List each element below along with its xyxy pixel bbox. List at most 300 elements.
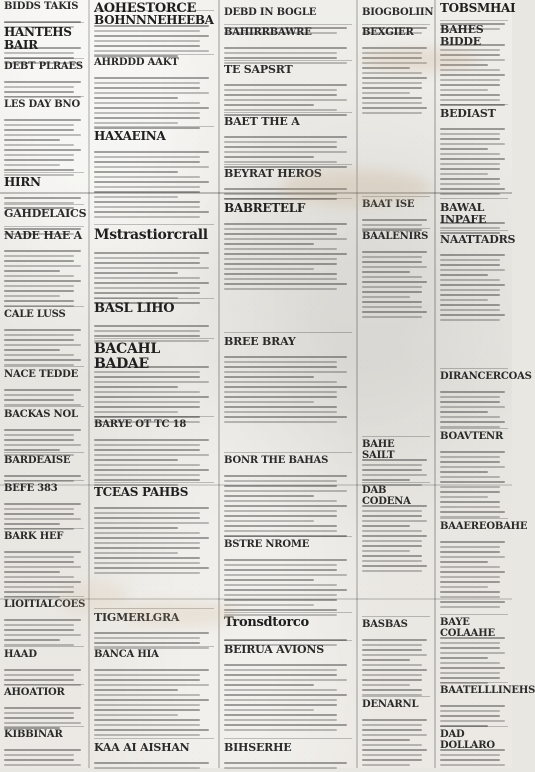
text-line [94, 151, 209, 153]
text-line [4, 270, 60, 272]
text-line [224, 273, 337, 275]
text-line [4, 349, 60, 351]
text-line [4, 556, 74, 558]
headline-block [4, 100, 84, 111]
column-rule [4, 646, 84, 647]
text-line [4, 334, 74, 336]
text-line [94, 537, 209, 539]
headline-text: NAATTADRS [440, 233, 516, 246]
column-rule [224, 164, 352, 165]
text-line [4, 154, 74, 156]
text-line [362, 515, 422, 517]
text-line [224, 594, 337, 596]
text-line [94, 262, 200, 264]
text-line [94, 366, 209, 368]
text-line [94, 282, 209, 284]
text-line [224, 569, 337, 571]
text-line [94, 532, 200, 534]
text-line [224, 52, 337, 54]
headline-text: BIOGBOLIIN [362, 7, 434, 18]
text-line [224, 495, 314, 497]
text-line [362, 664, 422, 666]
text-line [440, 264, 500, 266]
article-body [4, 704, 84, 732]
column-rule [440, 368, 508, 369]
headline-text: BACKAS NOL [4, 409, 78, 420]
headline-block [4, 456, 84, 467]
text-line [94, 196, 178, 198]
column-rule [4, 406, 84, 407]
text-line [94, 694, 200, 696]
column-rule [4, 528, 84, 529]
text-line [4, 566, 81, 568]
text-line [94, 669, 209, 671]
article-body [440, 125, 508, 198]
text-line [94, 507, 209, 509]
text-line [440, 476, 500, 478]
text-line [224, 84, 347, 86]
text-line [440, 99, 500, 101]
text-line [362, 474, 427, 476]
text-line [440, 49, 500, 51]
text-line [4, 749, 81, 751]
text-line [362, 520, 427, 522]
text-line [440, 59, 505, 61]
headline-text: BIDDS TAKIS [4, 1, 79, 12]
headline-text: HIRN [4, 175, 41, 189]
text-line [94, 479, 200, 481]
article-body [94, 666, 214, 739]
text-line [4, 255, 74, 257]
text-line [440, 421, 505, 423]
text-line [224, 233, 337, 235]
headline-block [4, 650, 84, 661]
headline-text: TIGMERLGRA [94, 611, 180, 624]
text-line [4, 624, 74, 626]
text-line [94, 112, 200, 114]
text-line [94, 724, 200, 726]
article-body [440, 388, 508, 431]
column-rule [4, 204, 84, 205]
text-line [440, 183, 500, 185]
text-line [4, 707, 81, 709]
text-line [440, 284, 505, 286]
text-line [224, 500, 337, 502]
text-line [94, 252, 209, 254]
text-line [440, 168, 500, 170]
headline-text: BAWAL INPAFE [440, 201, 487, 226]
headline-text: DEBD IN BOGLE [224, 7, 317, 18]
column-rule [440, 614, 508, 615]
column-rule [224, 612, 352, 613]
text-line [362, 754, 422, 756]
headline-block [4, 532, 84, 543]
text-line [224, 714, 337, 716]
text-line [4, 260, 74, 262]
text-line [94, 87, 200, 89]
text-line [4, 354, 74, 356]
column-rule [224, 112, 352, 113]
column-rule [440, 104, 508, 105]
text-line [94, 92, 209, 94]
text-line [440, 416, 500, 418]
text-line [94, 734, 200, 736]
article-body [362, 502, 430, 575]
text-line [362, 87, 422, 89]
headline-text: BANCA HIA [94, 649, 159, 660]
text-line [94, 689, 178, 691]
headline-text: DAB CODENA [362, 485, 411, 507]
text-line [440, 274, 488, 276]
text-line [94, 376, 200, 378]
headline-block [4, 176, 84, 189]
text-line [94, 699, 209, 701]
text-line [4, 339, 74, 341]
text-line [4, 300, 74, 302]
text-line [94, 191, 200, 193]
text-line [362, 224, 422, 226]
newspaper-column-2 [90, 0, 218, 768]
text-line [440, 304, 500, 306]
text-line [440, 309, 500, 311]
column-rule [362, 436, 430, 437]
text-line [440, 491, 500, 493]
text-line [4, 669, 81, 671]
text-line [440, 193, 500, 195]
text-line [224, 421, 337, 423]
text-line [94, 45, 200, 47]
text-line [94, 292, 200, 294]
text-line [440, 227, 500, 229]
headline-text: AHRDDD AAKT [94, 57, 179, 68]
text-line [224, 579, 314, 581]
column-rule [4, 226, 84, 227]
text-line [4, 475, 81, 477]
headline-block [94, 302, 214, 316]
column-rule [4, 96, 84, 97]
headline-text: BABRETELF [224, 201, 306, 215]
text-line [440, 391, 505, 393]
text-line [224, 530, 337, 532]
text-line [94, 567, 209, 569]
text-line [224, 719, 337, 721]
column-rule [440, 518, 508, 519]
text-line [94, 444, 200, 446]
text-line [440, 79, 500, 81]
text-line [4, 449, 60, 451]
text-line [224, 559, 347, 561]
headline-text: BEXGIER [362, 27, 414, 38]
text-line [4, 91, 74, 93]
headline-block [94, 58, 214, 69]
text-line [224, 146, 337, 148]
headline-block [224, 742, 352, 754]
text-line [362, 749, 427, 751]
headline-text: GAHDELAICS [4, 207, 87, 220]
headline-text: BEYRAT HEROS [224, 167, 322, 180]
text-line [94, 216, 200, 218]
article-body [4, 247, 84, 310]
text-line [224, 263, 337, 265]
article-body [224, 759, 352, 772]
headline-block [224, 540, 352, 551]
text-line [440, 456, 500, 458]
text-line [224, 104, 314, 106]
text-line [94, 277, 200, 279]
text-line [224, 109, 337, 111]
text-line [440, 138, 500, 140]
text-line [362, 674, 422, 676]
text-line [94, 287, 200, 289]
headline-text: DIRANCERCOAS [440, 371, 532, 382]
text-line [362, 251, 427, 253]
column-rule [362, 616, 430, 617]
headline-text: BAALENIRS [362, 231, 429, 242]
text-line [440, 601, 505, 603]
text-line [224, 604, 314, 606]
text-line [4, 717, 74, 719]
column-rule [4, 306, 84, 307]
text-line [224, 401, 314, 403]
column-rule [4, 726, 84, 727]
text-line [94, 406, 200, 408]
text-line [224, 480, 337, 482]
headline-text: BARK HEF [4, 531, 64, 542]
text-line [4, 124, 74, 126]
text-line [440, 764, 505, 766]
text-line [362, 47, 427, 49]
text-line [440, 89, 488, 91]
article-body [94, 74, 214, 132]
column-rule [4, 596, 84, 597]
text-line [440, 153, 500, 155]
text-line [362, 112, 422, 114]
text-line [4, 394, 74, 396]
text-line [224, 490, 347, 492]
text-line [224, 669, 337, 671]
column-rule [224, 24, 352, 25]
text-line [440, 576, 500, 578]
text-line [224, 584, 337, 586]
text-line [440, 259, 500, 261]
text-line [224, 238, 347, 240]
text-line [440, 163, 500, 165]
headline-text: LES DAY BNO [4, 99, 81, 110]
text-line [94, 381, 209, 383]
text-line [224, 664, 347, 666]
text-line [224, 283, 347, 285]
headline-block [440, 371, 532, 383]
column-rule [4, 22, 84, 23]
text-line [224, 258, 337, 260]
text-line [224, 361, 337, 363]
column-rule [4, 480, 84, 481]
headline-block [224, 64, 352, 76]
text-line [440, 571, 505, 573]
text-line [362, 649, 422, 651]
column-rule [224, 198, 352, 199]
text-line [4, 513, 74, 515]
text-line [362, 659, 410, 661]
text-line [440, 289, 500, 291]
text-line [440, 64, 488, 66]
column-rule [4, 366, 84, 367]
text-line [4, 591, 74, 593]
text-line [440, 486, 500, 488]
column-rule [440, 198, 508, 199]
text-line [4, 561, 74, 563]
headline-text: DEBT PLRAES [4, 61, 83, 72]
text-line [94, 642, 200, 644]
text-line [4, 169, 74, 171]
text-line [440, 133, 500, 135]
text-line [224, 525, 337, 527]
text-line [362, 256, 422, 258]
headline-text: BEIRUA AVIONS [224, 643, 324, 656]
text-line [94, 82, 200, 84]
text-line [440, 720, 505, 722]
text-line [224, 767, 337, 769]
text-line [4, 344, 81, 346]
column-rule [440, 230, 508, 231]
text-line [224, 510, 337, 512]
column-rule [440, 428, 508, 429]
text-line [4, 503, 81, 505]
article-body [94, 148, 214, 221]
text-line [440, 566, 500, 568]
text-line [94, 449, 200, 451]
text-line [362, 570, 422, 572]
column-rule [224, 60, 352, 61]
text-line [4, 634, 81, 636]
text-line [362, 540, 422, 542]
headline-text: HAAD [4, 649, 37, 660]
text-line [362, 759, 422, 761]
text-line [362, 102, 422, 104]
text-line [4, 518, 81, 520]
text-line [94, 679, 200, 681]
headline-text: NACE TEDDE [4, 369, 78, 380]
article-body [440, 538, 508, 611]
text-line [224, 574, 347, 576]
headline-text: BAET THE A [224, 115, 300, 128]
article-body [362, 716, 430, 769]
text-line [224, 248, 337, 250]
text-line [362, 266, 427, 268]
text-line [94, 719, 200, 721]
text-line [362, 97, 422, 99]
article-body [224, 556, 352, 619]
headline-block [362, 200, 430, 211]
article-body [4, 666, 84, 689]
text-line [94, 762, 209, 764]
headline-block [4, 600, 84, 611]
headline-block [94, 650, 214, 661]
text-line [362, 62, 427, 64]
text-line [94, 97, 178, 99]
text-line [224, 564, 337, 566]
article-body [4, 326, 84, 369]
text-line [224, 679, 347, 681]
text-line [362, 464, 422, 466]
text-line [362, 535, 427, 537]
text-line [224, 515, 337, 517]
text-line [94, 637, 200, 639]
text-line [224, 156, 314, 158]
text-line [362, 82, 422, 84]
text-line [224, 94, 337, 96]
text-line [440, 396, 500, 398]
text-line [94, 704, 200, 706]
article-body [362, 636, 430, 699]
text-line [362, 276, 422, 278]
article-body [362, 248, 430, 321]
article-body [440, 634, 508, 687]
headline-block [4, 730, 84, 741]
text-line [94, 714, 178, 716]
headline-text: LIOITIALCOES [4, 599, 86, 610]
headline-text: BEDIAST [440, 107, 496, 120]
text-line [362, 739, 410, 741]
text-line [440, 546, 500, 548]
text-line [440, 551, 500, 553]
text-line [440, 314, 505, 316]
text-line [362, 107, 427, 109]
text-line [224, 396, 337, 398]
text-line [440, 647, 500, 649]
column-rule [94, 10, 214, 11]
newspaper-column-5 [436, 0, 535, 768]
headline-text: BARYE OT TC 18 [94, 419, 187, 430]
headline-block [440, 108, 508, 120]
text-line [440, 128, 505, 130]
text-line [4, 759, 74, 761]
column-rule [94, 126, 214, 127]
text-line [4, 119, 81, 121]
text-line [362, 459, 427, 461]
text-line [94, 211, 209, 213]
text-line [4, 722, 81, 724]
headline-text: KAA AI AISHAN [94, 741, 190, 754]
text-line [94, 527, 178, 529]
text-line [440, 652, 505, 654]
text-line [224, 505, 347, 507]
newspaper-column-1 [0, 0, 88, 768]
text-line [4, 639, 60, 641]
text-line [362, 469, 422, 471]
headline-text: BAAT ISE [362, 199, 415, 210]
column-rule [224, 536, 352, 537]
text-line [440, 188, 505, 190]
text-line [94, 201, 200, 203]
text-line [224, 161, 337, 163]
headline-block [224, 28, 352, 39]
headline-text: BOHNNNEHEEBA [94, 13, 214, 27]
headline-text: BAHES BIDDE [440, 23, 484, 48]
headline-text: BAHIRRBAWRE [224, 27, 312, 38]
text-line [440, 294, 500, 296]
text-line [362, 550, 410, 552]
text-line [362, 684, 410, 686]
column-rule [94, 338, 214, 339]
text-line [94, 267, 209, 269]
headline-block [4, 688, 84, 699]
text-line [224, 762, 347, 764]
text-line [362, 72, 422, 74]
text-line [94, 117, 200, 119]
headline-block [4, 370, 84, 381]
text-line [440, 319, 500, 321]
